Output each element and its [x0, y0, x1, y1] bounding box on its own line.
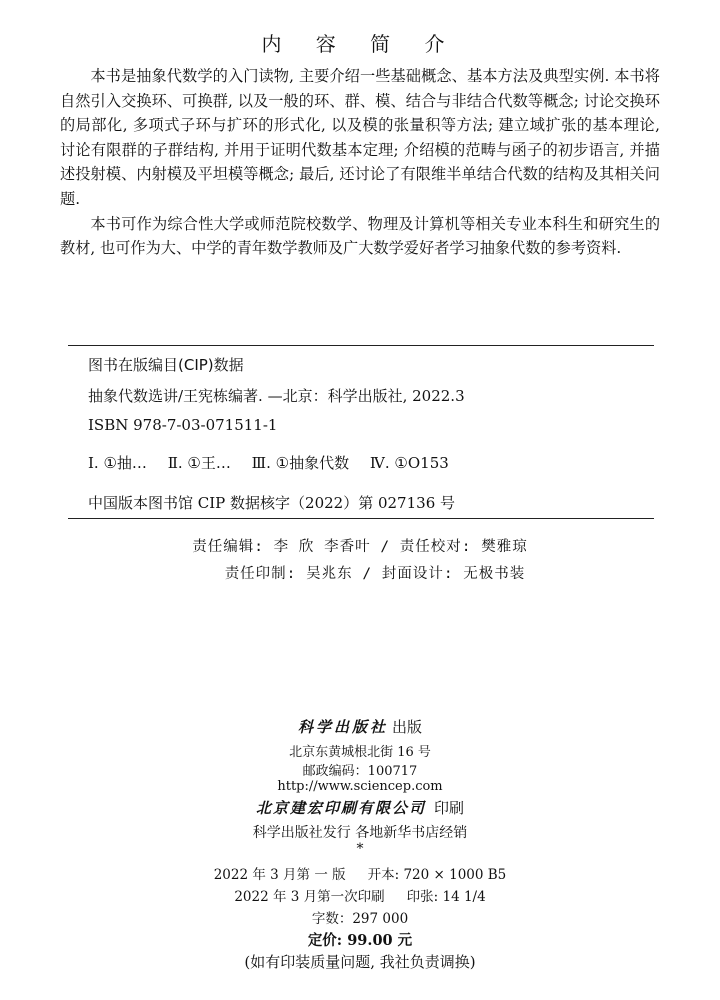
- publisher-name: 科学出版社: [297, 718, 388, 736]
- editor-credits: 责任编辑: 李 欣 李香叶 / 责任校对: 樊雅琼: [192, 539, 528, 555]
- publisher-line: [0, 716, 720, 737]
- cip-classification: [88, 452, 648, 473]
- production-credits: 责任印制: 吴兆东 / 封面设计: 无极书装: [224, 566, 526, 582]
- publisher-suffix: 出版: [392, 718, 423, 736]
- cip-record-number: 中国版本图书馆 CIP 数据核字（2022）第 027136 号: [88, 494, 456, 512]
- classification-item: Ⅱ. ①王…: [167, 454, 231, 472]
- intro-paragraph: 本书可作为综合性大学或师范院校数学、物理及计算机等相关专业本科生和研究生的教材, 也可作为大、中学的青年数学教师及广大数学爱好者学习抽象代数的参考资料.: [60, 214, 660, 258]
- classification-item: Ⅳ. ①O153: [369, 454, 449, 472]
- postcode: 邮政编码：100717: [302, 764, 418, 779]
- printer-name: 北京建宏印刷有限公司: [255, 799, 426, 817]
- quality-note: (如有印装质量问题, 我社负责调换): [244, 953, 476, 971]
- printer-suffix: 印刷: [434, 799, 465, 817]
- book-introduction: [60, 64, 660, 261]
- word-count: 字数：297 000: [311, 911, 409, 927]
- cip-heading: 图书在版编目(CIP)数据: [88, 356, 244, 374]
- publisher-url: http://www.sciencep.com: [277, 779, 443, 794]
- edition-line: [0, 863, 720, 883]
- intro-paragraph: 本书是抽象代数学的入门读物, 主要介绍一些基础概念、基本方法及典型实例. 本书将自然引入交换环、可换群, 以及一般的环、群、模、结合与非结合代数等概念; 讨论交换环的局部化, 多项式子环与扩环的形式化, 以及模的张量积等方法; 建立域扩张的基本理论, 讨论有限群的子群结构, 并用于证明代数基本定理; 介绍模的范畴与函子的初步语言, 并描述投射模、内射模及平坦模等概念; 最后, 还讨论了有限维半单结合代数的结构及其相关问题.: [60, 67, 660, 208]
- separator-star: *: [356, 841, 364, 857]
- price: 定价: 99.00 元: [307, 932, 413, 949]
- classification-item: Ⅰ. ①抽…: [88, 454, 147, 472]
- cip-top-rule: [68, 345, 654, 346]
- classification-item: Ⅲ. ①抽象代数: [251, 454, 350, 472]
- isbn: ISBN 978-7-03-071511-1: [88, 416, 278, 434]
- printing: 2022 年 3 月第一次印刷: [234, 889, 385, 905]
- publisher-address: 北京东黄城根北街 16 号: [289, 745, 431, 760]
- page-title: 内 容 简 介: [261, 32, 459, 56]
- cip-bottom-rule: [68, 518, 654, 519]
- printer-line: [0, 797, 720, 818]
- sheets: 印张: 14 1/4: [406, 889, 486, 905]
- printing-line: [0, 885, 720, 905]
- format: 开本: 720 × 1000 B5: [367, 867, 507, 883]
- cip-record: 抽象代数选讲/王宪栋编著. —北京：科学出版社, 2022.3: [88, 387, 465, 405]
- edition: 2022 年 3 月第 一 版: [213, 867, 346, 883]
- distribution: 科学出版社发行 各地新华书店经销: [252, 825, 468, 841]
